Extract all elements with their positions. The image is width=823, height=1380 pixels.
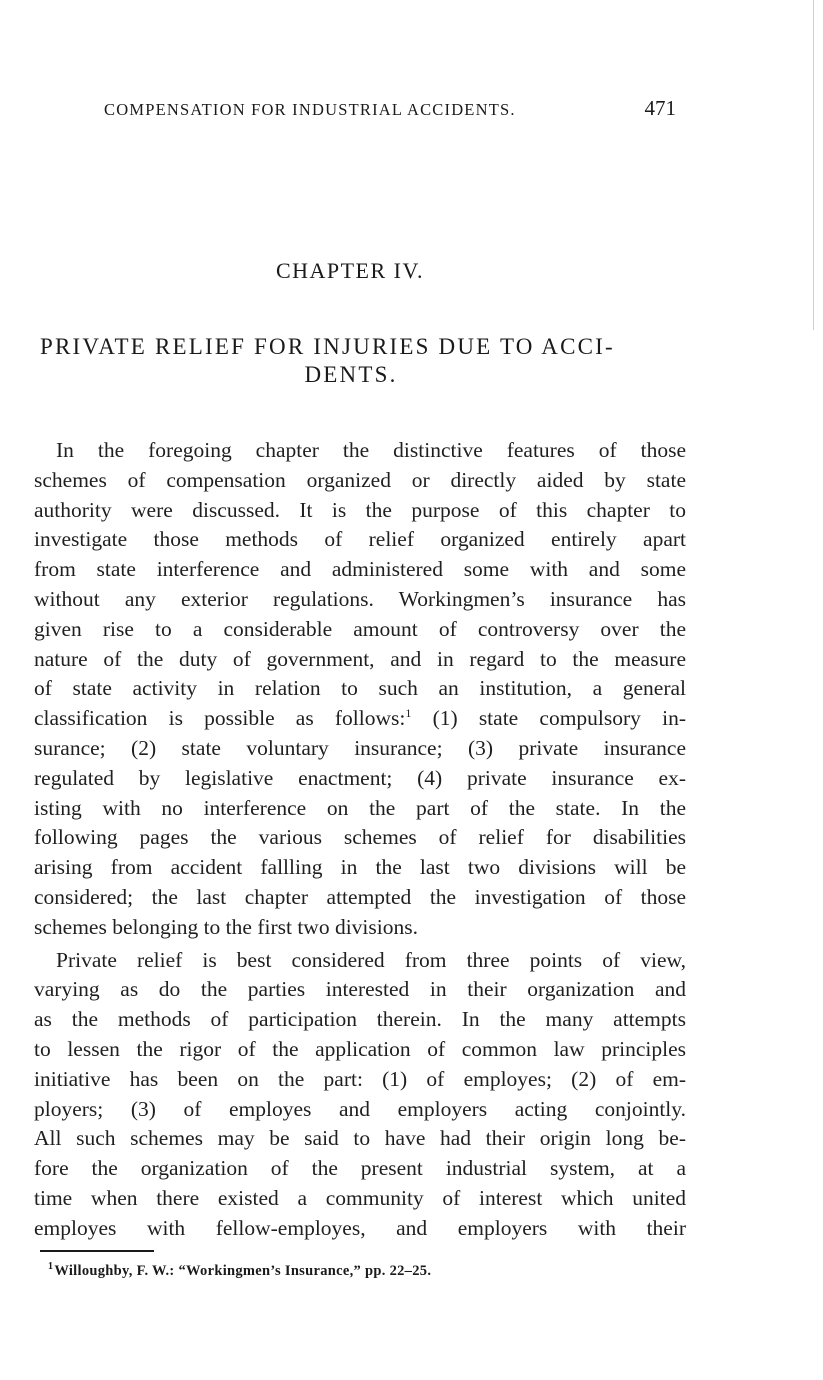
text-line: time when there existed a community of interest which united [34,1185,686,1210]
text-line: to lessen the rigor of the application of common law principles [34,1036,686,1061]
footnote-marker: 1 [48,1261,54,1273]
footnote [48,1263,431,1280]
running-title: COMPENSATION FOR INDUSTRIAL ACCIDENTS. [104,100,516,119]
text-segment: classification is possible as follows: [34,706,406,731]
text-line: schemes of compensation organized or directly aided by state [34,467,686,492]
text-line: as the methods of participation therein. In the many attempts [34,1007,686,1032]
paragraph-2 [34,946,686,1244]
text-line: isting with no interference on the part of the state. In the [34,795,686,820]
page-number: 471 [644,96,676,120]
text-line: nature of the duty of government, and in regard to the measure [34,646,686,671]
text-line: regulated by legislative enactment; (4) private insurance ex- [34,765,686,790]
footnote-divider [40,1250,154,1252]
text-line: investigate those methods of relief organized entirely apart [34,527,686,552]
chapter-number: CHAPTER IV. [275,258,425,283]
text-segment: (1) state compulsory in- [432,706,686,731]
text-line: following pages the various schemes of relief for disabilities [34,825,686,850]
text-line: initiative has been on the part: (1) of employes; (2) of em- [34,1066,686,1091]
chapter-title [40,333,690,389]
text-line-with-footnote-ref [34,704,686,734]
body-text [34,436,686,1244]
text-line: arising from accident fallling in the last two divisions will be [34,855,686,880]
chapter-title-line-1: PRIVATE RELIEF FOR INJURIES DUE TO ACCI- [40,334,615,359]
text-line: ployers; (3) of employes and employers acting conjointly. [34,1096,686,1121]
text-line: authority were discussed. It is the purpose of this chapter to [34,497,686,522]
page-edge-line [813,0,814,330]
text-line: Private relief is best considered from three points of view, [56,947,686,972]
chapter-title-line-2: DENTS. [304,362,398,387]
running-header [104,96,676,126]
text-line: from state interference and administered some with and some [34,557,686,582]
text-line: All such schemes may be said to have had their origin long be- [34,1126,686,1151]
text-line: varying as do the parties interested in their organization and [34,977,686,1002]
text-line: schemes belonging to the first two divisions. [34,914,418,939]
footnote-text: Willoughby, F. W.: “Workingmen’s Insurance,” pp. 22–25. [54,1263,432,1279]
text-line: In the foregoing chapter the distinctive features of those [56,438,686,462]
text-line: surance; (2) state voluntary insurance; (3) private insurance [34,735,686,760]
footnote-reference: 1 [405,706,412,721]
text-line: employes with fellow-employes, and employers with their [34,1215,686,1240]
text-line: given rise to a considerable amount of controversy over the [34,616,686,641]
paragraph-1 [34,436,686,943]
text-line: considered; the last chapter attempted the investigation of those [34,884,686,909]
text-line: of state activity in relation to such an institution, a general [34,676,686,701]
text-line: without any exterior regulations. Workingmen’s insurance has [34,586,686,611]
text-line: fore the organization of the present industrial system, at a [34,1156,686,1181]
